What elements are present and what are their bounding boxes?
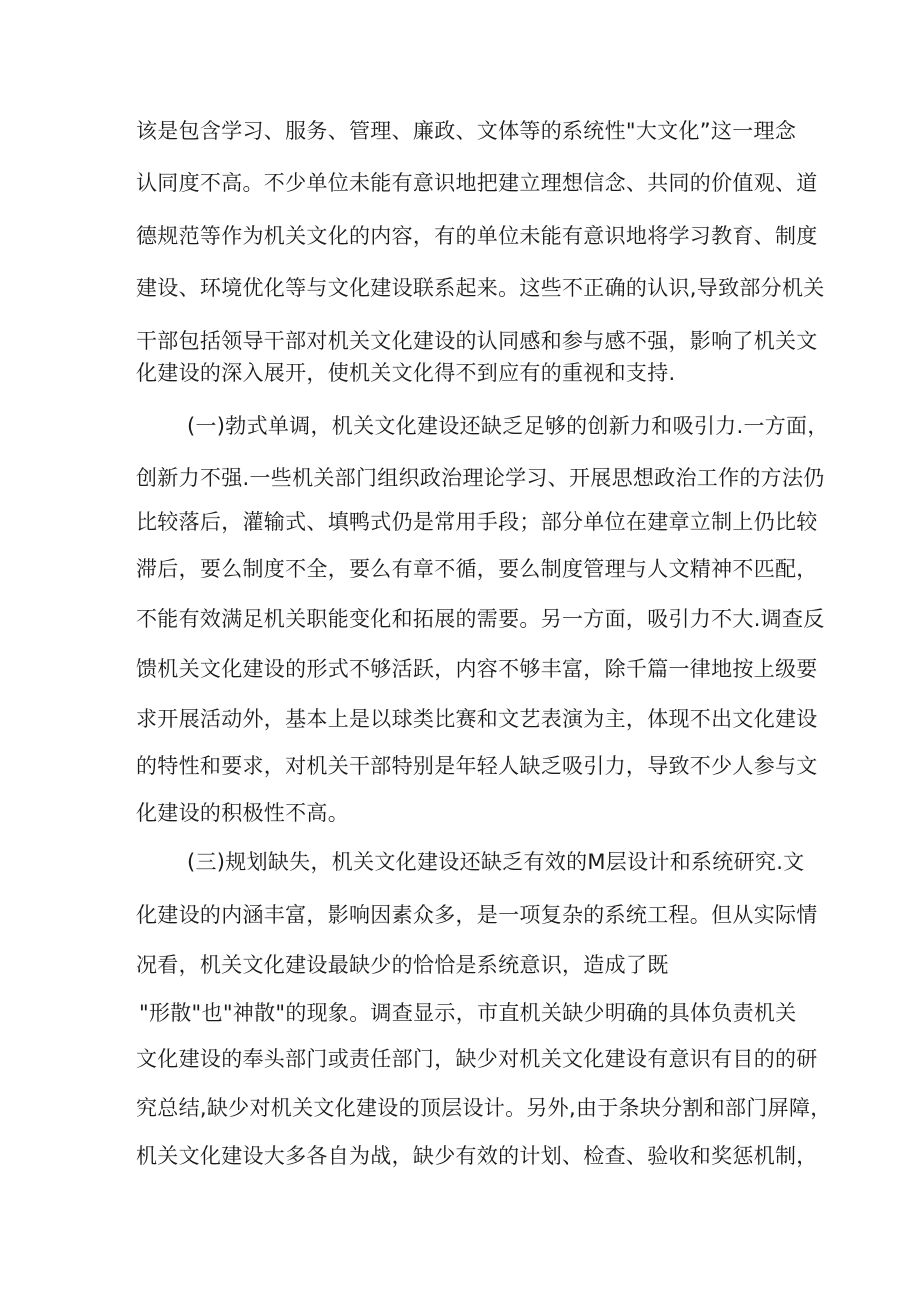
paragraph-1-line-4: 建设、环境优化等与文化建设联系起来。这些不正确的认识,导致部分机关 (136, 276, 825, 300)
paragraph-1-line-1: 该是包含学习、服务、管理、廉政、文体等的系统性"大文化”这一理念 (136, 119, 797, 143)
paragraph-3-line-3: 况看，机关文化建设最缺少的恰恰是系统意识，造成了既 (136, 953, 669, 977)
paragraph-1-line-2: 认同度不高。不少单位未能有意识地把建立理想信念、共同的价值观、道 (136, 171, 818, 195)
paragraph-3-line-6: 究总结,缺少对机关文化建设的顶层设计。另外,由于条块分割和部门屏障， (136, 1096, 832, 1120)
paragraph-1-line-5: 干部包括领导干部对机关文化建设的认同感和参与感不强，影响了机关文 (136, 329, 818, 353)
paragraph-2-line-9: 化建设的积极性不高。 (136, 801, 349, 825)
paragraph-2-line-6: 馈机关文化建设的形式不够活跃，内容不够丰富，除千篇一律地按上级要 (136, 657, 818, 681)
paragraph-3-line-4: "形散"也"神散"的现象。调查显示，市直机关缺少明确的具体负责机关 (139, 1001, 797, 1025)
paragraph-1-line-3: 德规范等作为机关文化的内容，有的单位未能有意识地将学习教育、制度 (136, 224, 818, 248)
paragraph-2-line-5: 不能有效满足机关职能变化和拓展的需要。另一方面，吸引力不大.调查反 (136, 607, 825, 631)
paragraph-2-line-2: 创新力不强.一些机关部门组织政治理论学习、开展思想政治工作的方法仍 (136, 466, 825, 490)
paragraph-3-line-7: 机关文化建设大多各自为战，缺少有效的计划、检查、验收和奖惩机制， (136, 1144, 818, 1168)
paragraph-2-line-3: 比较落后，灌输式、填鸭式仍是常用手段；部分单位在建章立制上仍比较 (136, 510, 818, 534)
paragraph-3-line-2: 化建设的内涵丰富，影响因素众多，是一项复杂的系统工程。但从实际情 (136, 903, 818, 927)
paragraph-3-line-5: 文化建设的奉头部门或责任部门，缺少对机关文化建设有意识有目的的研 (136, 1047, 818, 1071)
paragraph-2-line-7: 求开展活动外，基本上是以球类比赛和文艺表演为主，体现不出文化建设 (136, 707, 818, 731)
paragraph-2-line-1: (一)勃式单调，机关文化建设还缺乏足够的创新力和吸引力.一方面， (187, 414, 829, 438)
paragraph-3-line-1: (三)规划缺失，机关文化建设还缺乏有效的M层设计和系统研究.文 (187, 850, 805, 874)
paragraph-2-line-4: 滞后，要么制度不全，要么有章不循，要么制度管理与人文精神不匹配， (136, 557, 818, 581)
paragraph-2-line-8: 的特性和要求，对机关干部特别是年轻人缺乏吸引力，导致不少人参与文 (136, 754, 818, 778)
paragraph-1-line-6: 化建设的深入展开，使机关文化得不到应有的重视和支持. (136, 361, 676, 385)
